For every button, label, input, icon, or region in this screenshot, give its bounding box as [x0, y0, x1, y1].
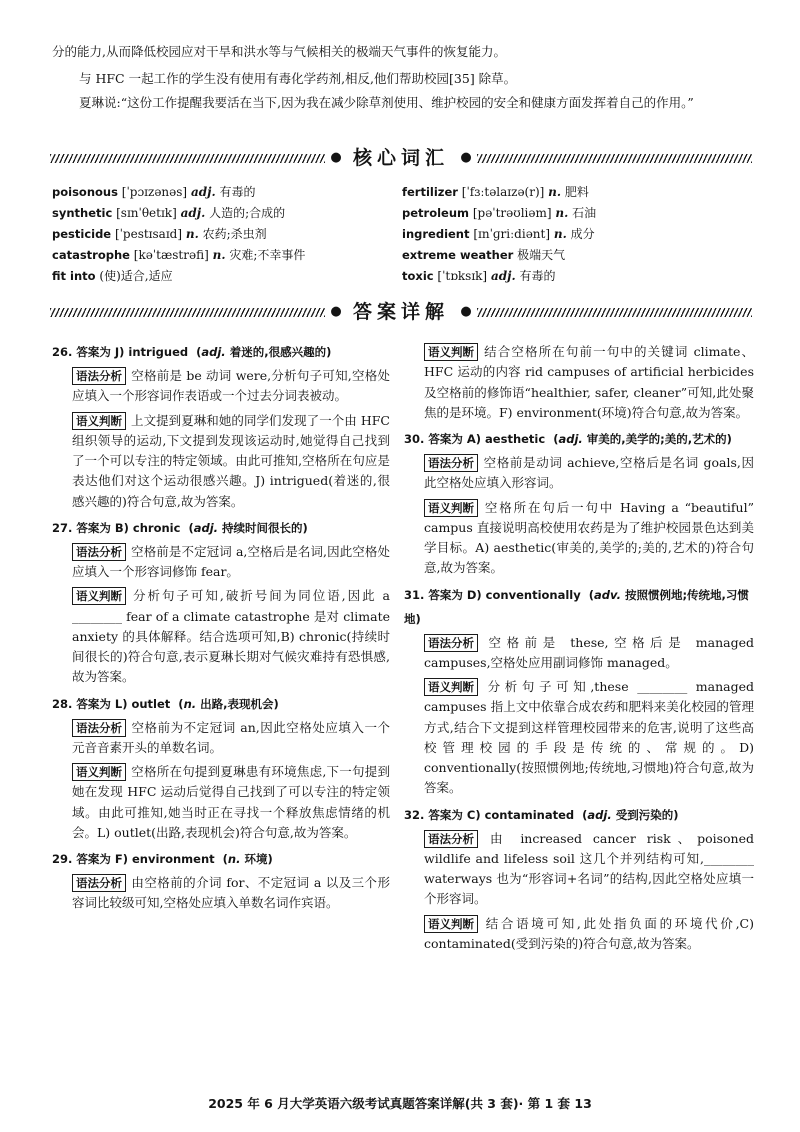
answer-heading: 29. 答案为 F) environment (n. 环境)	[52, 852, 273, 866]
vocab-entry: ingredient [ɪnˈɡriːdiənt] n. 成分	[402, 227, 595, 241]
hatch-divider	[477, 308, 752, 317]
vocab-entry: petroleum [pəˈtrəʊliəm] n. 石油	[402, 206, 597, 220]
semantic-judgment: 语义判断 结合空格所在句前一句中的关键词 climate、HFC 运动的内容 rid campuses of artificial herbicides 及空格前的修饰语“healthier, safer, cleaner”可知,此处聚焦的是环境。F) environment(环境)符合句意,故为答案。	[424, 344, 754, 420]
grammar-tag: 语法分析	[72, 874, 126, 892]
top-paragraph-2: 与 HFC 一起工作的学生没有使用有毒化学药剂,相反,他们帮助校园[35] 除草。	[79, 71, 517, 86]
top-paragraph-1: 分的能力,从而降低校园应对干旱和洪水等与气候相关的极端天气事件的恢复能力。	[52, 44, 506, 59]
answer-heading: 27. 答案为 B) chronic (adj. 持续时间很长的)	[52, 520, 308, 535]
answer-item-29-continued	[402, 342, 754, 423]
grammar-analysis: 语法分析 空格前是不定冠词 a,空格后是名词,因此空格处应填入一个形容词修饰 fear。	[72, 543, 390, 579]
answer-item-31	[402, 583, 754, 799]
semantic-tag: 语义判断	[72, 763, 126, 781]
vocab-section-header	[50, 146, 752, 170]
grammar-analysis: 语法分析 空格前是 these,空格后是 managed campuses,空格处应用副词修饰 managed。	[424, 634, 754, 670]
semantic-tag: 语义判断	[424, 343, 478, 361]
answer-item-29	[50, 847, 390, 914]
grammar-analysis: 语法分析 由空格前的介词 for、不定冠词 a 以及三个形容词比较级可知,空格处应填入单数名词作宾语。	[72, 875, 390, 911]
answers-section-header	[50, 300, 752, 324]
vocab-entry: fertilizer [ˈfɜːtəlaɪzə(r)] n. 肥料	[402, 185, 589, 199]
semantic-judgment: 语义判断 空格所在句提到夏琳患有环境焦虑,下一句提到她在发现 HFC 运动后觉得自己找到了可以专注的特定领域。由此可推知,她当时正在寻找一个释放焦虑情绪的机会。L) outlet(出路,表现机会)符合句意,故为答案。	[72, 764, 390, 840]
grammar-analysis: 语法分析 空格前为不定冠词 an,因此空格处应填入一个元音音素开头的单数名词。	[72, 719, 390, 755]
page-footer: 2025 年 6 月大学英语六级考试真题答案详解(共 3 套)· 第 1 套 13	[208, 1096, 592, 1111]
hatch-divider	[477, 154, 752, 163]
hatch-divider	[50, 308, 325, 317]
bullet-icon: ●	[460, 304, 472, 320]
grammar-tag: 语法分析	[72, 543, 126, 561]
vocab-list-right	[402, 182, 752, 287]
grammar-analysis: 语法分析 空格前是 be 动词 were,分析句子可知,空格处应填入一个形容词作表语或一个过去分词表被动。	[72, 368, 390, 404]
grammar-tag: 语法分析	[424, 830, 478, 848]
semantic-judgment: 语义判断 分析句子可知,破折号间为同位语,因此 a ________ fear of a climate catastrophe 是对 climate anxiety 的具体解释。结合选项可知,B) chronic(持续时间很长的)符合句意,表示夏琳长期对气候灾难持有恐惧感,故为答案。	[72, 588, 390, 685]
semantic-judgment: 语义判断 上文提到夏琳和她的同学们发现了一个由 HFC 组织领导的运动,下文提到发现该运动时,她觉得自己找到了一个可以专注的特定领域。由此可推知,空格所在句应是表达他们对这个运动很感兴趣。J) intrigued(着迷的,很感兴趣的)符合句意,故为答案。	[72, 412, 390, 509]
bullet-icon: ●	[330, 150, 342, 166]
semantic-tag: 语义判断	[424, 499, 478, 517]
vocab-entry: synthetic [sɪnˈθetɪk] adj. 人造的;合成的	[52, 206, 286, 220]
vocab-entry: toxic [ˈtɒksɪk] adj. 有毒的	[402, 269, 556, 283]
grammar-tag: 语法分析	[72, 719, 126, 737]
vocab-entry: extreme weather 极端天气	[402, 248, 566, 262]
answer-item-27	[50, 516, 390, 688]
grammar-tag: 语法分析	[72, 367, 126, 385]
grammar-tag: 语法分析	[424, 454, 478, 472]
vocab-entry: pesticide [ˈpestɪsaɪd] n. 农药;杀虫剂	[52, 227, 267, 241]
semantic-judgment: 语义判断 空格所在句后一句中 Having a “beautiful” campus 直接说明高校使用农药是为了维护校园景色达到美学目标。A) aesthetic(审美的,美学的;美的,艺术的)符合句意,故为答案。	[424, 499, 754, 576]
bullet-icon: ●	[330, 304, 342, 320]
answer-heading: 31. 答案为 D) conventionally (adv. 按照惯例地;传统地,习惯地)	[404, 587, 749, 626]
vocab-entry: fit into (使)适合,适应	[52, 269, 173, 283]
bullet-icon: ●	[460, 150, 472, 166]
vocab-entry: poisonous [ˈpɔɪzənəs] adj. 有毒的	[52, 185, 256, 199]
semantic-judgment: 语义判断 结合语境可知,此处指负面的环境代价,C) contaminated(受到污染的)符合句意,故为答案。	[424, 915, 754, 951]
grammar-tag: 语法分析	[424, 634, 478, 652]
semantic-tag: 语义判断	[72, 412, 126, 430]
semantic-tag: 语义判断	[72, 587, 126, 605]
answer-item-28	[50, 692, 390, 844]
vocab-section-title: 核心词汇	[353, 146, 450, 169]
answer-item-32	[402, 803, 754, 955]
answer-heading: 30. 答案为 A) aesthetic (adj. 审美的,美学的;美的,艺术的)	[404, 432, 732, 446]
answers-right-column	[402, 340, 754, 958]
answer-item-26	[50, 340, 390, 512]
vocab-list-left	[52, 182, 382, 287]
answer-heading: 32. 答案为 C) contaminated (adj. 受到污染的)	[404, 807, 679, 822]
answer-heading: 26. 答案为 J) intrigued (adj. 着迷的,很感兴趣的)	[52, 345, 332, 359]
semantic-judgment: 语义判断 分析句子可知,these ________ managed campuses 指上文中依靠合成农药和肥料来美化校园的管理方式,结合下文提到这样管理校园带来的危害,说明了这些高校管理校园的手段是传统的、常规的。D) conventionally(按照惯例地;传统地,习惯地)符合句意,故为答案。	[424, 679, 754, 796]
semantic-tag: 语义判断	[424, 678, 478, 696]
answer-item-30	[402, 427, 754, 579]
grammar-analysis: 语法分析 空格前是动词 achieve,空格后是名词 goals,因此空格处应填入形容词。	[424, 455, 754, 491]
top-paragraph-3: 夏琳说:“这份工作提醒我要活在当下,因为我在减少除草剂使用、维护校园的安全和健康方面发挥着自己的作用。”	[79, 95, 694, 110]
hatch-divider	[50, 154, 325, 163]
answers-section-title: 答案详解	[353, 300, 450, 323]
grammar-analysis: 语法分析 由 increased cancer risk、poisoned wildlife and lifeless soil 这几个并列结构可知,________ waterways 也为“形容词+名词”的结构,因此空格处应填一个形容词。	[424, 830, 754, 907]
semantic-tag: 语义判断	[424, 915, 478, 933]
answer-heading: 28. 答案为 L) outlet (n. 出路,表现机会)	[52, 696, 279, 711]
answers-left-column	[50, 340, 390, 918]
vocab-entry: catastrophe [kəˈtæstrəfi] n. 灾难;不幸事件	[52, 248, 306, 262]
